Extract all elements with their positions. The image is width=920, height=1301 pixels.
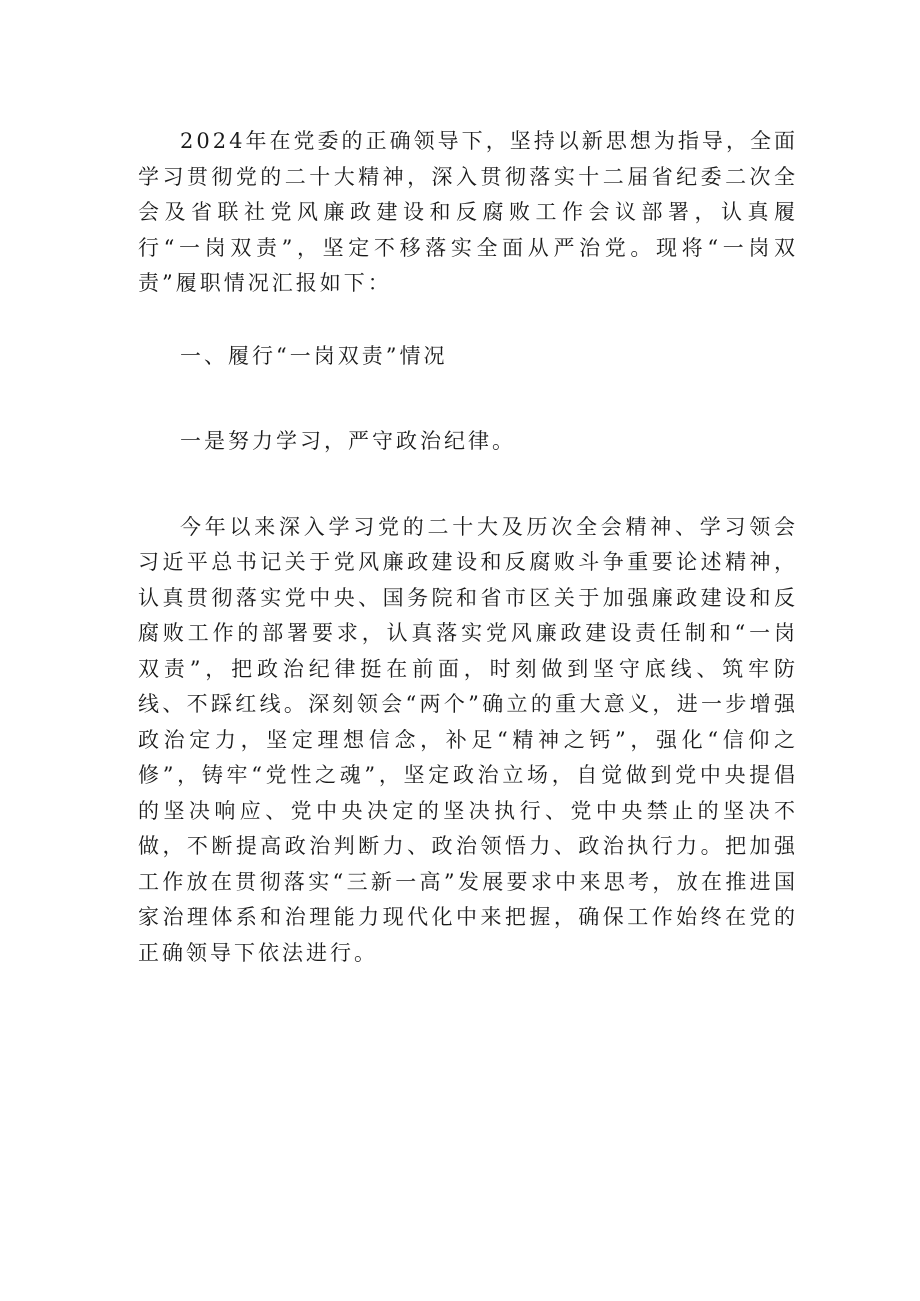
document-body: [138, 124, 798, 971]
subsection-heading: 一是努力学习，严守政治纪律。: [180, 429, 516, 453]
body-paragraph: 今年以来深入学习党的二十大及历次全会精神、学习领会习近平总书记关于党风廉政建设和反腐败斗争重要论述精神，认真贯彻落实党中央、国务院和省市区关于加强廉政建设和反腐败工作的部署要求，认真落实党风廉政建设责任制和“一岗双责”，把政治纪律挺在前面，时刻做到坚守底线、筑牢防线、不踩红线。深刻领会“两个”确立的重大意义，进一步增强政治定力，坚定理想信念，补足“精神之钙”，强化“信仰之修”，铸牢“党性之魂”，坚定政治立场，自觉做到党中央提倡的坚决响应、党中央决定的坚决执行、党中央禁止的坚决不做，不断提高政治判断力、政治领悟力、政治执行力。把加强工作放在贯彻落实“三新一高”发展要求中来思考，放在推进国家治理体系和治理能力现代化中来把握，确保工作始终在党的正确领导下依法进行。: [138, 514, 798, 965]
intro-paragraph: 2024年在党委的正确领导下，坚持以新思想为指导，全面学习贯彻党的二十大精神，深入贯彻落实十二届省纪委二次全会及省联社党风廉政建设和反腐败工作会议部署，认真履行“一岗双责”，坚定不移落实全面从严治党。现将“一岗双责”履职情况汇报如下：: [138, 129, 798, 295]
section-heading: 一、履行“一岗双责”情况: [180, 343, 448, 368]
